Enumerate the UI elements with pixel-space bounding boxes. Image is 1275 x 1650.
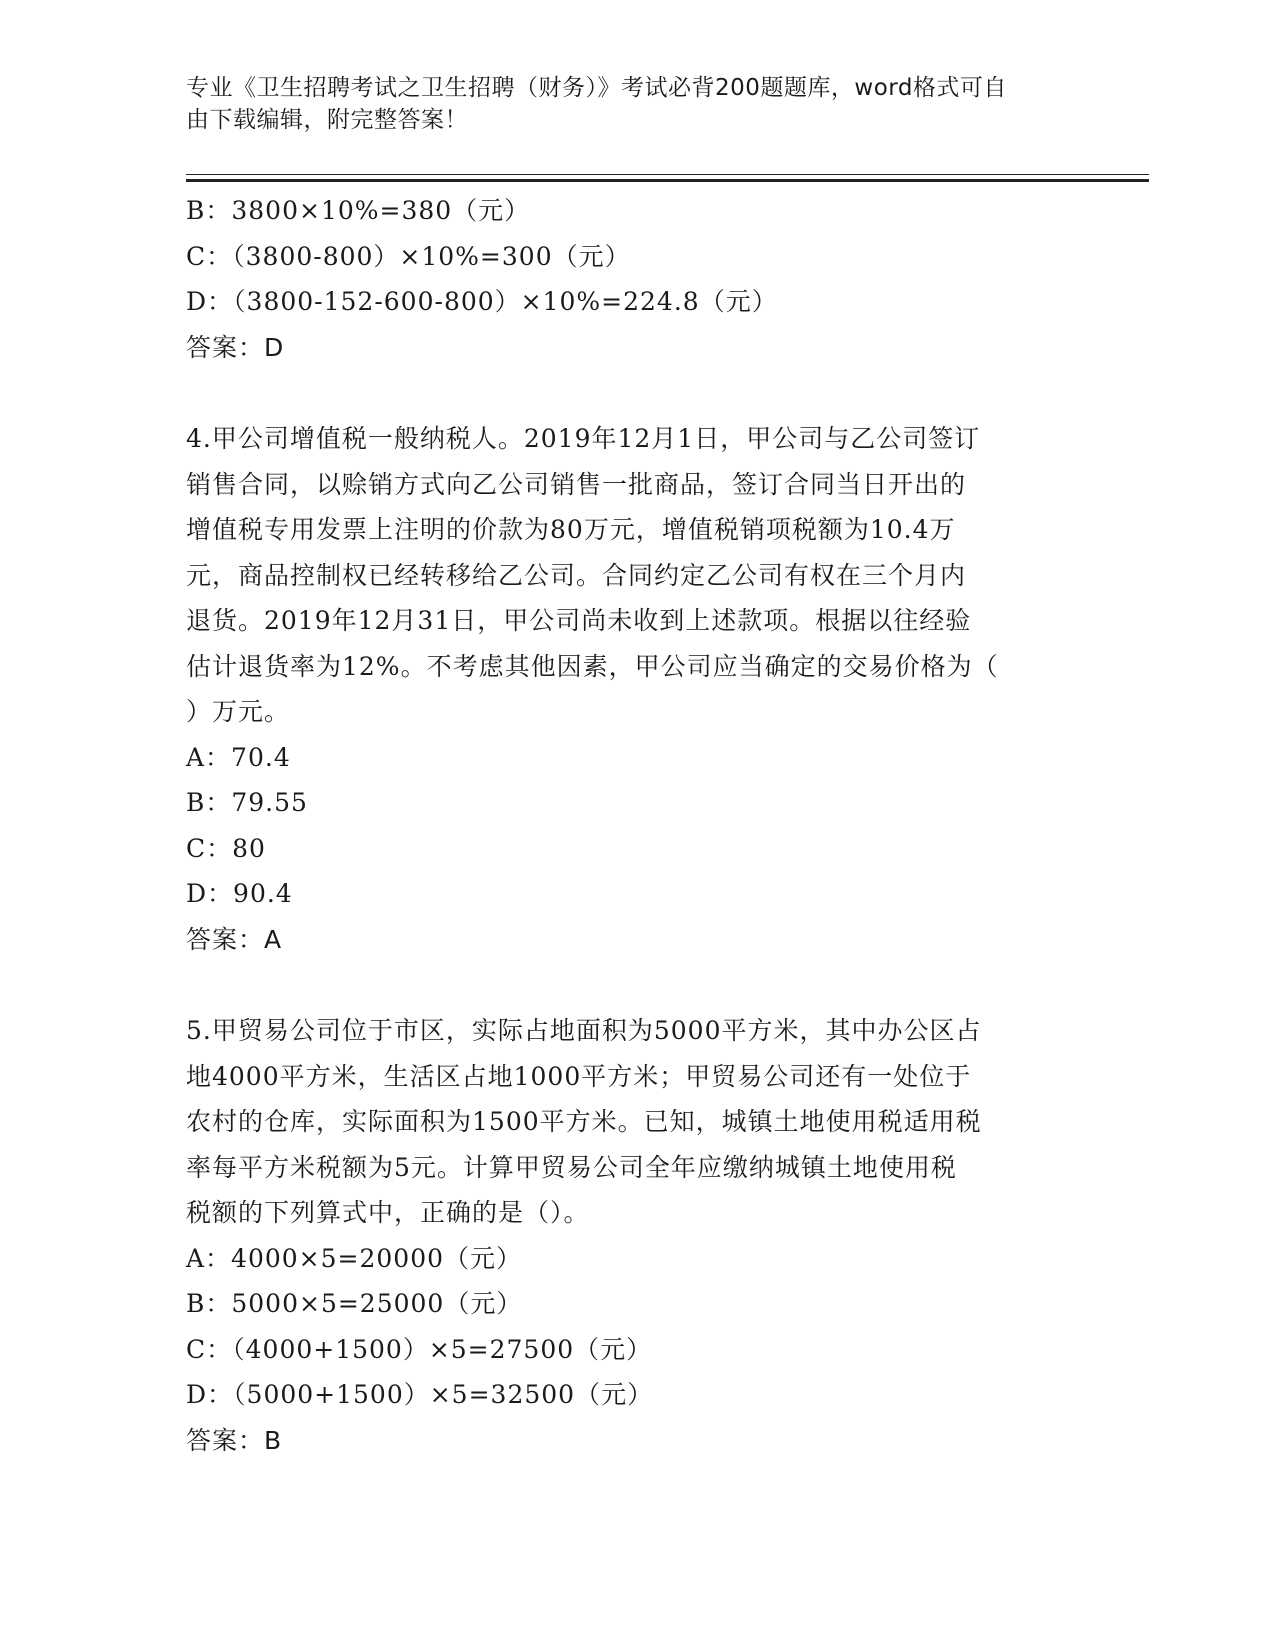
question-4: [186, 416, 1086, 962]
option-d: D：90.4: [186, 879, 293, 908]
option-d: D：（3800-152-600-800）×10%=224.8（元）: [186, 287, 778, 316]
question-3: [186, 188, 1086, 370]
header-divider-thick: [186, 179, 1149, 182]
option-a: A：4000×5=20000（元）: [186, 1243, 523, 1273]
answer: 答案：B: [186, 1425, 283, 1455]
header-divider: [186, 174, 1149, 175]
question-stem-line: 退货。2019年12月31日，甲公司尚未收到上述款项。根据以往经验: [186, 606, 972, 635]
question-stem-line: ）万元。: [186, 697, 291, 726]
option-c: C：（3800-800）×10%=300（元）: [186, 241, 631, 271]
option-b: B：3800×10%=380（元）: [186, 196, 531, 225]
header-line: 由下载编辑，附完整答案！: [186, 107, 468, 133]
option-b: B：79.55: [186, 788, 308, 817]
document-header: [186, 72, 1066, 136]
answer: 答案：A: [186, 924, 283, 954]
question-stem-line: 增值税专用发票上注明的价款为80万元，增值税销项税额为10.4万: [186, 515, 956, 544]
option-d: D：（5000+1500）×5=32500（元）: [186, 1380, 654, 1409]
question-stem-line: 4.甲公司增值税一般纳税人。2019年12月1日，甲公司与乙公司签订: [186, 424, 981, 453]
header-line: 专业《卫生招聘考试之卫生招聘（财务）》考试必背200题题库，word格式可自: [186, 75, 1007, 101]
answer: 答案：D: [186, 332, 285, 362]
question-stem-line: 估计退货率为12%。不考虑其他因素，甲公司应当确定的交易价格为（: [186, 651, 999, 681]
option-b: B：5000×5=25000（元）: [186, 1289, 523, 1318]
question-stem-line: 地4000平方米，生活区占地1000平方米；甲贸易公司还有一处位于: [186, 1061, 972, 1091]
question-stem-line: 销售合同，以赊销方式向乙公司销售一批商品，签订合同当日开出的: [186, 469, 967, 499]
question-stem-line: 率每平方米税额为5元。计算甲贸易公司全年应缴纳城镇土地使用税: [186, 1152, 957, 1182]
option-c: C：80: [186, 833, 266, 863]
option-c: C：（4000+1500）×5=27500（元）: [186, 1334, 653, 1364]
question-stem-line: 5.甲贸易公司位于市区，实际占地面积为5000平方米，其中办公区占: [186, 1016, 982, 1045]
option-a: A：70.4: [186, 742, 291, 772]
question-5: [186, 1008, 1086, 1463]
question-stem-line: 元，商品控制权已经转移给乙公司。合同约定乙公司有权在三个月内: [186, 560, 967, 590]
document-body: [186, 188, 1086, 1463]
question-stem-line: 税额的下列算式中，正确的是（）。: [186, 1198, 590, 1227]
question-stem-line: 农村的仓库，实际面积为1500平方米。已知，城镇土地使用税适用税: [186, 1107, 982, 1136]
